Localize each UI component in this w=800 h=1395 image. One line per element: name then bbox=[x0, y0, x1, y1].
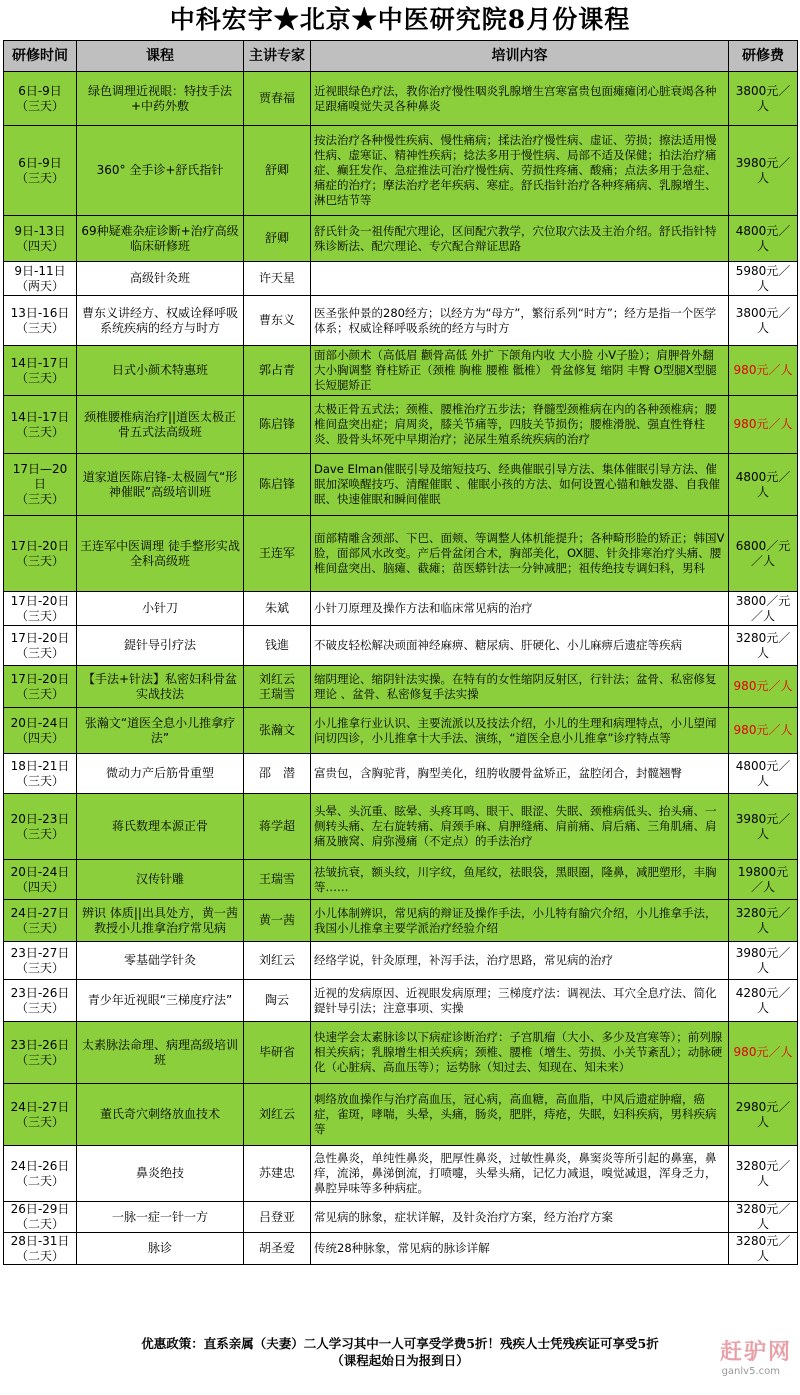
duration: （三天） bbox=[15, 773, 64, 788]
cell-content: 面部精雕含颈部、下巴、面颊、等调整人体机能提升；各种畸形脸的矫正；韩国V脸，面部风水改变。产后骨盆闭合术，胸部美化，OX腿、针灸排寒治疗头痛、腰椎间盘突出、脑瘫、截瘫；苗医蟒针法一分钟减肥；祖传绝技专调妇科，男科 bbox=[311, 516, 729, 592]
cell-content: 小儿体制辨识，常见病的辩证及操作手法，小儿特有腧穴介绍，小儿推拿手法，我国小儿推拿主要学派治疗经验介绍 bbox=[311, 900, 729, 942]
cell-content: 刺络放血操作与治疗高血压，冠心病，高血糖，高血脂，中风后遗症肿瘤，癌症，雀斑，哮喘，头晕，头痛，肠炎，肥胖，痔疮，失眠，妇科疾病，男科疾病等 bbox=[311, 1084, 729, 1146]
date-range: 20日-24日 bbox=[10, 864, 70, 879]
cell-content: 传统28种脉象，常见病的脉诊详解 bbox=[311, 1233, 729, 1265]
cell-expert: 刘红云 王瑞雪 bbox=[244, 666, 311, 708]
table-row bbox=[4, 942, 798, 980]
date-range: 14日-17日 bbox=[10, 409, 70, 424]
footer-note bbox=[0, 1325, 800, 1369]
duration: （二天） bbox=[15, 1173, 64, 1188]
cell-fee: 980元／人 bbox=[729, 666, 798, 708]
cell-expert: 黄一茜 bbox=[244, 900, 311, 942]
table-row bbox=[4, 262, 798, 296]
cell-expert: 陈启锋 bbox=[244, 454, 311, 516]
date-range: 17日—20日 bbox=[12, 462, 68, 491]
cell-course: 道家道医陈启锋-太极圆气“形神催眠”高级培训班 bbox=[77, 454, 244, 516]
cell-expert: 许天星 bbox=[244, 262, 311, 296]
cell-fee: 3980元／人 bbox=[729, 794, 798, 860]
date-range: 20日-23日 bbox=[10, 811, 70, 826]
cell-time bbox=[4, 860, 77, 900]
cell-time bbox=[4, 516, 77, 592]
table-row bbox=[4, 1146, 798, 1202]
header-time: 研修时间 bbox=[4, 41, 77, 72]
cell-expert: 毕研省 bbox=[244, 1022, 311, 1084]
cell-content: 经络学说，针灸原理，补泻手法，治疗思路，常见病的治疗 bbox=[311, 942, 729, 980]
cell-time bbox=[4, 980, 77, 1022]
table-row bbox=[4, 754, 798, 794]
cell-fee: 980元／人 bbox=[729, 346, 798, 396]
cell-time bbox=[4, 126, 77, 216]
cell-expert: 钱進 bbox=[244, 626, 311, 666]
cell-course: 颈椎腰椎病治疗||道医太极正骨五式法高级班 bbox=[77, 396, 244, 454]
cell-time bbox=[4, 626, 77, 666]
table-row bbox=[4, 666, 798, 708]
duration: （三天） bbox=[15, 370, 64, 385]
cell-time bbox=[4, 900, 77, 942]
cell-course: 日式小颜术特惠班 bbox=[77, 346, 244, 396]
cell-time bbox=[4, 296, 77, 346]
cell-course: 【手法+针法】私密妇科骨盆实战技法 bbox=[77, 666, 244, 708]
table-row bbox=[4, 1233, 798, 1265]
table-row bbox=[4, 216, 798, 262]
cell-content: 急性鼻炎，单纯性鼻炎，肥厚性鼻炎，过敏性鼻炎，鼻窦炎等所引起的鼻塞，鼻痒，流涕，鼻涕倒流，打喷嚏，头晕头痛，记忆力减退，嗅觉减退，浑身乏力，鼻腔异味等多种病症。 bbox=[311, 1146, 729, 1202]
cell-time bbox=[4, 942, 77, 980]
cell-expert: 曹东义 bbox=[244, 296, 311, 346]
duration: （三天） bbox=[15, 1114, 64, 1129]
cell-time bbox=[4, 754, 77, 794]
cell-expert: 舒卿 bbox=[244, 216, 311, 262]
cell-content: 祛皱抗衰，额头纹，川字纹，鱼尾纹，祛眼袋，黑眼圈，隆鼻，减肥塑形，丰胸等…… bbox=[311, 860, 729, 900]
cell-expert: 郭占青 bbox=[244, 346, 311, 396]
cell-course: 高级针灸班 bbox=[77, 262, 244, 296]
table-row bbox=[4, 794, 798, 860]
table-header-row bbox=[4, 41, 798, 72]
duration: （三天） bbox=[15, 170, 64, 185]
duration: （三天） bbox=[15, 320, 64, 335]
cell-course: 太素脉法命理、病理高级培训班 bbox=[77, 1022, 244, 1084]
cell-content: 常见病的脉象，症状详解，及针灸治疗方案，经方治疗方案 bbox=[311, 1202, 729, 1233]
cell-content: 按法治疗各种慢性疾病、慢性痛病；揉法治疗慢性病、虚证、劳损；擦法适用慢性病、虚寒证、精神性疾病；捻法多用于慢性病、局部不适及保健；拍法治疗痛症、癫狂发作、急症推法可治疗慢性病、劳损性疼痛、酸痛；点法多用于急症、痛症的治疗；摩法治疗老年疾病、寒症。舒氏指针治疗各种疼痛病、乳腺增生、淋巴结节等 bbox=[311, 126, 729, 216]
header-course: 课程 bbox=[77, 41, 244, 72]
duration: （三天） bbox=[15, 1052, 64, 1067]
cell-time bbox=[4, 666, 77, 708]
cell-time bbox=[4, 346, 77, 396]
cell-fee: 3980元／人 bbox=[729, 942, 798, 980]
duration: （三天） bbox=[15, 920, 64, 935]
date-range: 24日-27日 bbox=[10, 905, 70, 920]
date-range: 23日-27日 bbox=[10, 945, 70, 960]
cell-fee: 980元／人 bbox=[729, 396, 798, 454]
duration: （四天） bbox=[15, 238, 64, 253]
cell-content: 富贵包，含胸驼背，胸型美化，纽胯收腰骨盆矫正，盆腔闭合，封髋翘臀 bbox=[311, 754, 729, 794]
cell-content: 近视的发病原因、近视眼发病原理；三梯度疗法：调视法、耳穴全息疗法、简化鍉针导引法；注意事项、实操 bbox=[311, 980, 729, 1022]
cell-time bbox=[4, 1202, 77, 1233]
cell-content: 近视眼绿色疗法，教你治疗慢性咽炎乳腺增生宫寒富贵包面瘫瘫闭心脏衰竭各种足跟痛嗅觉失灵各种鼻炎 bbox=[311, 72, 729, 126]
cell-course: 青少年近视眼“三梯度疗法” bbox=[77, 980, 244, 1022]
cell-course: 小针刀 bbox=[77, 592, 244, 626]
start-date-note: （课程起始日为报到日） bbox=[331, 1353, 469, 1368]
date-range: 24日-26日 bbox=[10, 1158, 70, 1173]
cell-course: 董氏奇穴刺络放血技术 bbox=[77, 1084, 244, 1146]
table-row bbox=[4, 626, 798, 666]
cell-content: 快速学会太素脉诊以下病症诊断治疗：子宫肌瘤（大小、多少及宫寒等）；前列腺相关疾病；乳腺增生相关疾病；颈椎、腰椎（增生、劳损、小关节紊乱）；动脉硬化（心脏病、高血压等）；运势脉（知过去、知现在、知未来） bbox=[311, 1022, 729, 1084]
cell-fee: 3280元／人 bbox=[729, 900, 798, 942]
cell-fee: 3280元／人 bbox=[729, 1233, 798, 1265]
cell-fee: 19800元／人 bbox=[729, 860, 798, 900]
table-row bbox=[4, 396, 798, 454]
date-range: 17日-20日 bbox=[10, 671, 70, 686]
date-range: 13日-16日 bbox=[10, 305, 70, 320]
cell-course: 曹东义讲经方、权威诠释呼吸系统疾病的经方与时方 bbox=[77, 296, 244, 346]
cell-content: 缩阴理论、缩阴针法实操。在特有的女性缩阴反射区，行针法；盆骨、私密修复理论 、盆骨、私密修复手法实操 bbox=[311, 666, 729, 708]
header-expert: 主讲专家 bbox=[244, 41, 311, 72]
cell-course: 鼻炎绝技 bbox=[77, 1146, 244, 1202]
cell-fee: 980元／人 bbox=[729, 1022, 798, 1084]
duration: （三天） bbox=[15, 960, 64, 975]
cell-content: 舒氏针灸一祖传配穴理论，区间配穴教学，穴位取穴法及主治介绍。舒氏指针特殊诊断法、配穴理论、专穴配合辩证思路 bbox=[311, 216, 729, 262]
cell-course: 脉诊 bbox=[77, 1233, 244, 1265]
watermark-logo bbox=[692, 1335, 792, 1377]
cell-expert: 吕登亚 bbox=[244, 1202, 311, 1233]
header-fee: 研修费 bbox=[729, 41, 798, 72]
table-row bbox=[4, 126, 798, 216]
date-range: 17日-20日 bbox=[10, 593, 70, 608]
date-range: 9日-13日 bbox=[14, 223, 66, 238]
cell-fee: 4800元／人 bbox=[729, 454, 798, 516]
duration: （四天） bbox=[15, 879, 64, 894]
table-row bbox=[4, 1202, 798, 1233]
cell-course: 零基础学针灸 bbox=[77, 942, 244, 980]
cell-expert: 贾春福 bbox=[244, 72, 311, 126]
cell-course: 360° 全手诊+舒氏指针 bbox=[77, 126, 244, 216]
cell-time bbox=[4, 1146, 77, 1202]
date-range: 17日-20日 bbox=[10, 630, 70, 645]
cell-course: 张瀚文“道医全息小儿推拿疗法” bbox=[77, 708, 244, 754]
cell-expert: 胡圣爱 bbox=[244, 1233, 311, 1265]
cell-fee: 4280元／人 bbox=[729, 980, 798, 1022]
cell-fee: 4800元／人 bbox=[729, 216, 798, 262]
cell-time bbox=[4, 262, 77, 296]
cell-content: 面部小颜术（高低眉 颧骨高低 外扩 下颌角内收 大小脸 小V子脸）；肩胛骨外翻 大小胸调整 脊柱矫正（颈椎 胸椎 腰椎 骶椎） 骨盆修复 缩阴 丰臀 O型腿X型腿 长短腿矫正 bbox=[311, 346, 729, 396]
cell-content bbox=[311, 262, 729, 296]
duration: （三天） bbox=[15, 608, 64, 623]
cell-time bbox=[4, 1233, 77, 1265]
cell-course: 微动力产后筋骨重塑 bbox=[77, 754, 244, 794]
cell-content: 医圣张仲景的280经方；以经方为“母方”，繁衍系列“时方”；经方是指一个医学体系；权威诠释呼吸系统的经方与时方 bbox=[311, 296, 729, 346]
cell-time bbox=[4, 72, 77, 126]
cell-fee: 3800／元／人 bbox=[729, 592, 798, 626]
date-range: 26日-29日 bbox=[10, 1202, 70, 1216]
cell-time bbox=[4, 396, 77, 454]
cell-expert: 陶云 bbox=[244, 980, 311, 1022]
cell-fee: 6800／元／人 bbox=[729, 516, 798, 592]
cell-course: 69种疑难杂症诊断+治疗高级临床研修班 bbox=[77, 216, 244, 262]
cell-fee: 3800元／人 bbox=[729, 296, 798, 346]
cell-fee: 3280元／人 bbox=[729, 1146, 798, 1202]
cell-fee: 3800元／人 bbox=[729, 72, 798, 126]
cell-expert: 张瀚文 bbox=[244, 708, 311, 754]
duration: （三天） bbox=[15, 826, 64, 841]
table-row bbox=[4, 516, 798, 592]
watermark-url: ganlv5.com bbox=[721, 1366, 780, 1377]
table-row bbox=[4, 980, 798, 1022]
cell-fee: 5980元／人 bbox=[729, 262, 798, 296]
table-row bbox=[4, 1022, 798, 1084]
duration: （三天） bbox=[15, 492, 64, 506]
cell-course: 汉传针雕 bbox=[77, 860, 244, 900]
watermark-brand: 赶驴网 bbox=[719, 1340, 792, 1365]
date-range: 23日-26日 bbox=[10, 1037, 70, 1052]
cell-fee: 3980元／人 bbox=[729, 126, 798, 216]
table-row bbox=[4, 900, 798, 942]
cell-course: 一脉一症一针一方 bbox=[77, 1202, 244, 1233]
duration: （二天） bbox=[15, 1217, 64, 1231]
duration: （四天） bbox=[15, 730, 64, 745]
duration: （三天） bbox=[15, 553, 64, 568]
cell-expert: 刘红云 bbox=[244, 1084, 311, 1146]
duration: （三天） bbox=[15, 1000, 64, 1015]
cell-time bbox=[4, 708, 77, 754]
date-range: 18日-21日 bbox=[10, 758, 70, 773]
date-range: 6日-9日 bbox=[18, 83, 62, 98]
table-row bbox=[4, 296, 798, 346]
cell-course: 鍉针导引疗法 bbox=[77, 626, 244, 666]
cell-content: Dave Elman催眠引导及缩短技巧、经典催眠引导方法、集体催眠引导方法、催眠加深唤醒技巧、清醒催眠 、催眠小孩的方法、如何设置心锚和触发器、自我催眠、快速催眠和瞬间催眠 bbox=[311, 454, 729, 516]
cell-expert: 邵 潜 bbox=[244, 754, 311, 794]
table-body bbox=[4, 72, 798, 1265]
table-row bbox=[4, 708, 798, 754]
date-range: 17日-20日 bbox=[10, 538, 70, 553]
cell-fee: 4800元／人 bbox=[729, 754, 798, 794]
cell-content: 不破皮轻松解决顽面神经麻痹、糖尿病、肝硬化、小儿麻痹后遗症等疾病 bbox=[311, 626, 729, 666]
cell-expert: 舒卿 bbox=[244, 126, 311, 216]
cell-fee: 3280元／人 bbox=[729, 626, 798, 666]
duration: （三天） bbox=[15, 686, 64, 701]
date-range: 14日-17日 bbox=[10, 355, 70, 370]
cell-expert: 王连军 bbox=[244, 516, 311, 592]
cell-expert: 陈启锋 bbox=[244, 396, 311, 454]
cell-expert: 苏建忠 bbox=[244, 1146, 311, 1202]
cell-content: 小儿推拿行业认识、主要流派以及技法介绍，小儿的生理和病理特点，小儿望闻问切四诊，小儿推拿十大手法、演练，“道医全息小儿推拿”诊疗特点等 bbox=[311, 708, 729, 754]
cell-fee: 980元／人 bbox=[729, 708, 798, 754]
table-row bbox=[4, 1084, 798, 1146]
cell-content: 头晕、头沉重、眩晕、头疼耳鸣、眼干、眼涩、失眠、颈椎病低头、抬头痛、一侧转头痛、左右旋转痛、肩颈手麻、肩胛缝痛、肩前痛、肩后痛、三角肌痛、肩痛及腋窝、肩弥漫痛（不定点）的手法治疗 bbox=[311, 794, 729, 860]
cell-time bbox=[4, 1084, 77, 1146]
cell-content: 太极正骨五式法；颈椎、腰椎治疗五步法；脊髓型颈椎病在内的各种颈椎病；腰椎间盘突出症；肩周炎，膝关节痛等，四肢关节损伤；腰椎滑脱、强直性脊柱炎、股骨头坏死中早期治疗；泌尿生殖系统疾病的治疗 bbox=[311, 396, 729, 454]
cell-time bbox=[4, 592, 77, 626]
cell-content: 小针刀原理及操作方法和临床常见病的治疗 bbox=[311, 592, 729, 626]
cell-expert: 王瑞雪 bbox=[244, 860, 311, 900]
cell-expert: 蒋学超 bbox=[244, 794, 311, 860]
course-table bbox=[3, 40, 798, 1265]
cell-course: 蒋氏数理本源正骨 bbox=[77, 794, 244, 860]
table-row bbox=[4, 72, 798, 126]
table-row bbox=[4, 592, 798, 626]
date-range: 28日-31日 bbox=[10, 1233, 70, 1248]
date-range: 20日-24日 bbox=[10, 715, 70, 730]
duration: （二天） bbox=[15, 1248, 64, 1263]
discount-policy: 优惠政策：直系亲属（夫妻）二人学习其中一人可享受学费5折！残疾人士凭残疾证可享受5折 bbox=[141, 1336, 659, 1351]
cell-course: 辨识 体质||出具处方，黄一茜教授小儿推拿治疗常见病 bbox=[77, 900, 244, 942]
date-range: 6日-9日 bbox=[18, 155, 62, 170]
cell-course: 王连军中医调理 徒手整形实战全科高级班 bbox=[77, 516, 244, 592]
duration: （三天） bbox=[15, 424, 64, 439]
header-content: 培训内容 bbox=[311, 41, 729, 72]
cell-fee: 3280元／人 bbox=[729, 1202, 798, 1233]
duration: （三天） bbox=[15, 98, 64, 113]
cell-time bbox=[4, 454, 77, 516]
cell-expert: 刘红云 bbox=[244, 942, 311, 980]
table-row bbox=[4, 454, 798, 516]
date-range: 24日-27日 bbox=[10, 1099, 70, 1114]
cell-time bbox=[4, 1022, 77, 1084]
table-row bbox=[4, 860, 798, 900]
duration: （两天） bbox=[15, 278, 64, 293]
cell-expert: 朱斌 bbox=[244, 592, 311, 626]
cell-course: 绿色调理近视眼：特技手法+中药外敷 bbox=[77, 72, 244, 126]
duration: （三天） bbox=[15, 645, 64, 660]
page-title: 中科宏宇★北京★中医研究院8月份课程 bbox=[169, 5, 631, 34]
table-row bbox=[4, 346, 798, 396]
cell-time bbox=[4, 794, 77, 860]
date-range: 23日-26日 bbox=[10, 985, 70, 1000]
cell-fee: 2980元／人 bbox=[729, 1084, 798, 1146]
date-range: 9日-11日 bbox=[14, 263, 66, 278]
cell-time bbox=[4, 216, 77, 262]
